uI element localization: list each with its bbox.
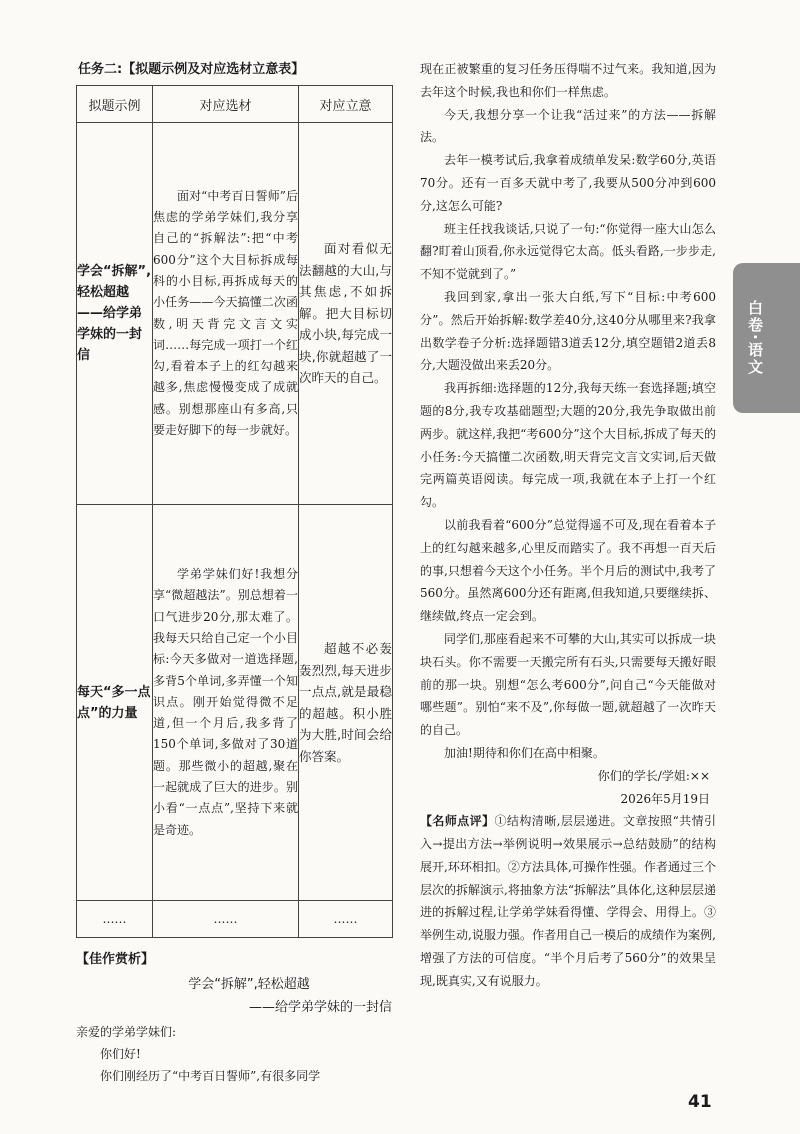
side-tab-label: 白卷·语文 bbox=[746, 300, 764, 376]
task-title: 任务二:【拟题示例及对应选材立意表】 bbox=[78, 62, 305, 77]
essay-body bbox=[420, 58, 716, 765]
table-row bbox=[77, 505, 393, 901]
table-header-row bbox=[77, 86, 393, 123]
table-cell-intent: 面对看似无法翻越的大山,与其焦虑,不如拆解。把大目标切成小块,每完成一块,你就超越了一次昨天的自己。 bbox=[299, 123, 393, 505]
side-tab-strip bbox=[775, 263, 800, 413]
appreciation-label: 【佳作赏析】 bbox=[76, 952, 155, 967]
page-number: 41 bbox=[688, 1092, 712, 1112]
table-cell-category: 学会“拆解”,轻松超越——给学弟学妹的一封信 bbox=[77, 123, 153, 505]
essay-paragraph: 我再拆细:选择题的12分,我每天练一套选择题;填空题的8分,我专攻基础题型;大题的20分,我先争取做出前两步。就这样,我把“考600分”这个大目标,拆成了每天的小任务:今天搞懂二次函数,明天背完文言文实词,后天做完两篇英语阅读。每完成一项,我就在本子上打一个红勾。 bbox=[420, 381, 716, 510]
review-label: 【名师点评】 bbox=[420, 814, 495, 829]
essay-paragraph: 现在正被繁重的复习任务压得喘不过气来。我知道,因为去年这个时候,我也和你们一样焦虑。 bbox=[420, 62, 716, 99]
essay-date: 2026年5月19日 bbox=[620, 791, 710, 806]
table-cell-material: 学弟学妹们好!我想分享“微超越法”。别总想着一口气进步20分,那太难了。我每天只给自己定一个小目标:今天多做对一道选择题,多背5个单词,多弄懂一个知识点。刚开始觉得微不足道,但一个月后,我多背了150个单词,多做对了30道题。那些微小的超越,聚在一起就成了巨大的进步。别小看“一点点”,坚持下来就是奇迹。 bbox=[153, 505, 299, 901]
essay-paragraph: 同学们,那座看起来不可攀的大山,其实可以拆成一块块石头。你不需要一天搬完所有石头,只需要每天搬好眼前的那一块。别想“怎么考600分”,问自己“今天能做对哪些题”。别怕“来不及”,你每做一题,就超越了一次昨天的自己。 bbox=[420, 631, 716, 738]
essay-paragraph: 我回到家,拿出一张大白纸,写下“目标:中考600分”。然后开始拆解:数学差40分,这40分从哪里来?我拿出数学卷子分析:选择题错3道丢12分,填空题错2道丢8分,大题没做出来丢20分。 bbox=[420, 289, 716, 373]
essay-paragraph-start: 你们刚经历了“中考百日誓师”,有很多同学 bbox=[100, 1069, 321, 1083]
table-header: 对应选材 bbox=[153, 86, 299, 123]
table-cell-material: 面对“中考百日誓师”后焦虑的学弟学妹们,我分享自己的“拆解法”:把“中考600分”这个大目标拆成每科的小目标,再拆成每天的小任务——今天搞懂二次函数,明天背完文言文实词……每完成一项打一个红勾,看着本子上的红勾越来越多,焦虑慢慢变成了成就感。别想那座山有多高,只要走好脚下的每一步就好。 bbox=[153, 123, 299, 505]
table-row bbox=[77, 123, 393, 505]
table-cell-intent: 超越不必轰轰烈烈,每天进步一点点,就是最稳的超越。积小胜为大胜,时间会给你答案。 bbox=[299, 505, 393, 901]
essay-paragraph: 以前我看着“600分”总觉得遥不可及,现在看着本子上的红勾越来越多,心里反而踏实了。我不再想一百天后的事,只想着今天这个小任务。半个月后的测试中,我考了560分。虽然离600分还有距离,但我知道,只要继续拆、继续做,终点一定会到。 bbox=[420, 517, 716, 624]
table-cell-category: 每天“多一点点”的力量 bbox=[77, 505, 153, 901]
review-text: ①结构清晰,层层递进。文章按照“共情引入→提出方法→举例说明→效果展示→总结鼓励”的结构展开,环环相扣。②方法具体,可操作性强。作者通过三个层次的拆解演示,将抽象方法“拆解法”具体化,这种层层递进的拆解过程,让学弟学妹看得懂、学得会、用得上。③举例生动,说服力强。作者用自己一模后的成绩作为案例,增强了方法的可信度。“半个月后考了560分”的效果呈现,既真实,又有说服力。 bbox=[420, 814, 716, 988]
side-tab bbox=[733, 263, 778, 413]
topic-table bbox=[76, 85, 393, 938]
left-column bbox=[76, 58, 392, 1087]
essay-paragraph: 去年一模考试后,我拿着成绩单发呆:数学60分,英语70分。还有一百多天就中考了,我要从500分冲到600分,这怎么可能? bbox=[420, 153, 716, 213]
table-header: 对应立意 bbox=[299, 86, 393, 123]
teacher-review bbox=[420, 810, 716, 992]
essay-paragraph: 今天,我想分享一个让我“活过来”的方法——拆解法。 bbox=[420, 107, 716, 145]
essay-hello: 你们好! bbox=[100, 1047, 141, 1061]
right-column bbox=[420, 58, 716, 993]
essay-greeting: 亲爱的学弟学妹们: bbox=[76, 1025, 177, 1039]
table-cell-ellipsis: …… bbox=[299, 901, 393, 938]
essay-paragraph: 班主任找我谈话,只说了一句:“你觉得一座大山怎么翻?盯着山顶看,你永远觉得它太高。低头看路,一步步走,不知不觉就到了。” bbox=[420, 221, 716, 282]
table-header: 拟题示例 bbox=[77, 86, 153, 123]
table-cell-ellipsis: …… bbox=[153, 901, 299, 938]
essay-signature: 你们的学长/学姐:×× bbox=[597, 768, 710, 783]
essay-subtitle: ——给学弟学妹的一封信 bbox=[248, 1000, 392, 1015]
essay-title: 学会“拆解”,轻松超越 bbox=[188, 977, 310, 992]
table-cell-ellipsis: …… bbox=[77, 901, 153, 938]
table-row bbox=[77, 901, 393, 938]
essay-paragraph: 加油!期待和你们在高中相聚。 bbox=[444, 745, 605, 760]
